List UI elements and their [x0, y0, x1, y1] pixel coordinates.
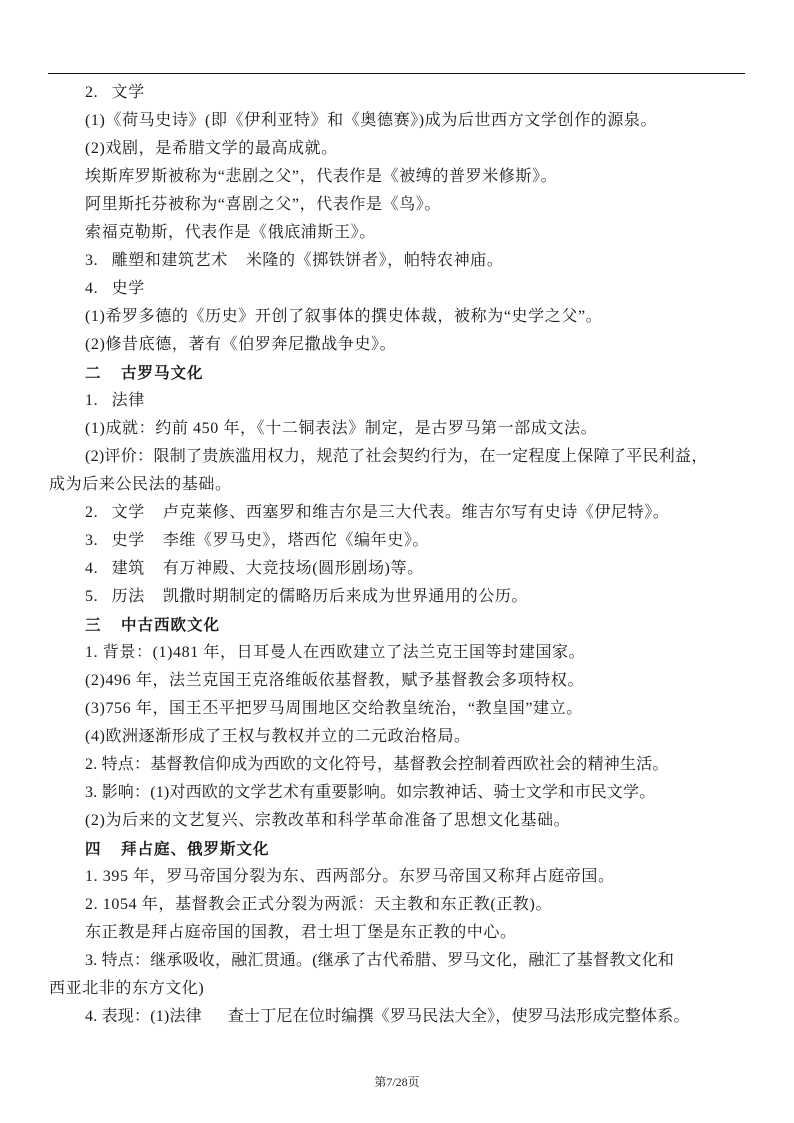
list-item	[49, 499, 746, 527]
paragraph: 3. 特点：继承吸收，融汇贯通。(继承了古代希腊、罗马文化，融汇了基督教文化和	[85, 952, 675, 969]
item-number: 2.	[85, 504, 99, 521]
paragraph: 索福克勒斯，代表作是《俄底浦斯王》。	[85, 224, 376, 241]
section-heading-medieval	[49, 611, 746, 639]
item-title: 历法	[111, 588, 145, 605]
subheading-literature	[49, 79, 746, 107]
paragraph: (2)评价：限制了贵族滥用权力，规范了社会契约行为，在一定程度上保障了平民利益，	[85, 448, 708, 465]
paragraph-continuation: 西亚北非的东方文化)	[49, 980, 205, 997]
section-number: 四	[85, 840, 102, 858]
item-title: 雕塑和建筑艺术	[111, 252, 228, 269]
paragraph: (1)希罗多德的《历史》开创了叙事体的撰史体裁，被称为“史学之父”。	[85, 308, 603, 325]
paragraph: (1)《荷马史诗》(即《伊利亚特》和《奥德赛》)成为后世西方文学创作的源泉。	[85, 112, 658, 129]
item-title: 史学	[111, 532, 145, 549]
paragraph: 2. 1054 年，基督教会正式分裂为两派：天主教和东正教(正教)。	[85, 896, 553, 913]
paragraph: (2)为后来的文艺复兴、宗教改革和科学革命准备了思想文化基础。	[85, 812, 571, 829]
item-number: 1.	[85, 392, 99, 409]
paragraph: (2)戏剧，是希腊文学的最高成就。	[85, 140, 338, 157]
item-number: 4.	[85, 280, 99, 297]
item-title: 文学	[111, 504, 145, 521]
paragraph: 东正教是拜占庭帝国的国教，君士坦丁堡是东正教的中心。	[85, 924, 517, 941]
item-number: 4.	[85, 560, 99, 577]
item-text: 查士丁尼在位时编撰《罗马民法大全》，使罗马法形成完整体系。	[227, 1008, 690, 1025]
section-number: 二	[85, 364, 102, 382]
list-item	[49, 583, 746, 611]
subheading-sculpture	[49, 247, 746, 275]
paragraph: (1)成就：约前 450 年，《十二铜表法》制定，是古罗马第一部成文法。	[85, 420, 598, 437]
item-text: 凯撒时期制定的儒略历后来成为世界通用的公历。	[162, 588, 529, 605]
item-title: 法律	[111, 392, 145, 409]
paragraph: 2. 特点：基督教信仰成为西欧的文化符号，基督教会控制着西欧社会的精神生活。	[85, 756, 669, 773]
subheading-history	[49, 275, 746, 303]
paragraph: (2)496 年，法兰克国王克洛维皈依基督教，赋予基督教会多项特权。	[85, 672, 585, 689]
item-number: 2.	[85, 84, 99, 101]
page-number: 第7/28页	[374, 1075, 420, 1089]
item-title: 建筑	[111, 560, 145, 577]
paragraph: 1. 背景：(1)481 年，日耳曼人在西欧建立了法兰克王国等封建国家。	[85, 644, 586, 661]
paragraph: 3. 影响：(1)对西欧的文学艺术有重要影响。如宗教神话、骑士文学和市民文学。	[85, 784, 656, 801]
page-content	[49, 79, 746, 1031]
paragraph	[49, 1003, 746, 1031]
subheading-law	[49, 387, 746, 415]
item-text: 米隆的《掷铁饼者》，帕特农神庙。	[245, 252, 504, 269]
item-title: 文学	[111, 84, 145, 101]
item-number: 3.	[85, 532, 99, 549]
list-item	[49, 527, 746, 555]
paragraph: 1. 395 年，罗马帝国分裂为东、西两部分。东罗马帝国又称拜占庭帝国。	[85, 868, 615, 885]
paragraph: 埃斯库罗斯被称为“悲剧之父”，代表作是《被缚的普罗米修斯》。	[85, 168, 558, 185]
paragraph: (4)欧洲逐渐形成了王权与教权并立的二元政治格局。	[85, 728, 471, 745]
list-item	[49, 555, 746, 583]
item-number: 3.	[85, 252, 99, 269]
item-text: 有万神殿、大竞技场(圆形剧场)等。	[162, 560, 424, 577]
section-number: 三	[85, 616, 102, 634]
section-heading-byzantine	[49, 835, 746, 863]
item-title: 史学	[111, 280, 145, 297]
paragraph-continuation: 成为后来公民法的基础。	[49, 476, 232, 493]
item-text: 卢克莱修、西塞罗和维吉尔是三大代表。维吉尔写有史诗《伊尼特》。	[162, 504, 670, 521]
section-heading-rome	[49, 359, 746, 387]
header-rule	[48, 73, 745, 74]
paragraph: (2)修昔底德，著有《伯罗奔尼撒战争史》。	[85, 336, 397, 353]
item-number: 5.	[85, 588, 99, 605]
paragraph: 阿里斯托芬被称为“喜剧之父”，代表作是《鸟》。	[85, 196, 442, 213]
section-title: 拜占庭、俄罗斯文化	[121, 840, 270, 858]
item-lead: 4. 表现：(1)法律	[85, 1008, 202, 1025]
item-text: 李维《罗马史》，塔西佗《编年史》。	[162, 532, 430, 549]
section-title: 古罗马文化	[121, 364, 204, 382]
section-title: 中古西欧文化	[121, 616, 221, 634]
paragraph: (3)756 年，国王丕平把罗马周围地区交给教皇统治，“教皇国”建立。	[85, 700, 583, 717]
